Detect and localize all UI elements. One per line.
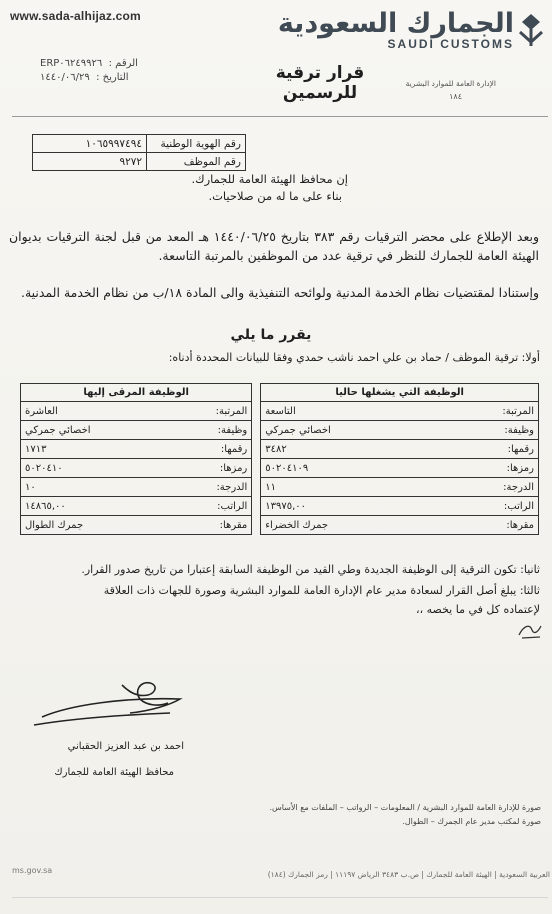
- footer-address: العربية السعودية | الهيئة العامة للجمارك | ص.ب ٣٤٨٣ الرياض ١١١٩٧ | رمز الجمارك (١٨٤): [267, 870, 550, 879]
- table-row: [21, 440, 539, 459]
- current-rank-label: المرتبة:: [502, 405, 534, 417]
- new-number-label: رقمها:: [220, 443, 248, 455]
- current-salary-value: ١٣٩٧٥,٠٠: [265, 500, 307, 512]
- new-position-header: الوظيفة المرقى إليها: [21, 384, 252, 402]
- clause-third-continuation: لإعتماده كل في ما يخصه ،،: [416, 603, 540, 616]
- id-value: ١٠٦٥٩٩٧٤٩٤: [33, 135, 147, 153]
- current-rank-value: التاسعة: [265, 405, 296, 417]
- current-number-label: رقمها:: [507, 443, 534, 455]
- addressee-line: إن محافظ الهيئة العامة للجمارك.: [191, 172, 348, 186]
- current-location-value: جمرك الخضراء: [265, 519, 329, 531]
- new-salary-label: الراتب:: [217, 500, 248, 512]
- current-location-label: مقرها:: [506, 519, 534, 531]
- footer-url: ms.gov.sa: [12, 866, 53, 875]
- table-row: [33, 153, 246, 171]
- promotion-table: [20, 383, 539, 535]
- signatory-title: محافظ الهيئة العامة للجمارك: [54, 767, 174, 778]
- current-code-value: ٥٠٢٠٤١٠٩: [265, 462, 309, 474]
- new-rank-value: العاشرة: [25, 405, 58, 417]
- reference-number: الرقم : ERP٠٦٢٤٩٩٢٦: [40, 58, 138, 69]
- copy-to-hr: صورة للإدارة العامة للموارد البشرية / المعلومات – الرواتب – الملفات مع الأساس.: [269, 803, 541, 812]
- current-code-label: رمزها:: [506, 462, 534, 474]
- new-code-label: رمزها:: [219, 462, 248, 474]
- initials-mark: [516, 620, 544, 642]
- new-rank-label: المرتبة:: [215, 405, 248, 417]
- new-location-value: جمرك الطوال: [25, 519, 84, 531]
- clause-first: أولا: ترقية الموظف / حماد بن علي احمد ناشب حمدي وفقا للبيانات المحددة أدناه:: [168, 351, 540, 364]
- copy-to-office: صورة لمكتب مدير عام الجمرك – الطوال.: [402, 817, 541, 826]
- new-grade-label: الدرجة:: [216, 481, 248, 493]
- department-name: الإدارة العامة للموارد البشرية: [405, 79, 496, 88]
- new-job-label: وظيفة:: [217, 424, 248, 436]
- reference-date: التاريخ : ١٤٤٠/٠٦/٢٩: [40, 72, 129, 83]
- current-job-value: اخصائي جمركي: [265, 424, 331, 436]
- department-code: ١٨٤: [449, 92, 462, 101]
- table-row: [33, 135, 246, 153]
- table-row: [21, 384, 539, 402]
- table-row: [21, 497, 539, 516]
- current-grade-value: ١١: [265, 481, 277, 493]
- authority-line: بناء على ما له من صلاحيات.: [208, 189, 342, 203]
- paragraph-review: وبعد الإطلاع على محضر الترقيات رقم ٣٨٣ بتاريخ ١٤٤٠/٠٦/٢٥ هـ المعد من قبل لجنة الترقيات بديوان الهيئة العامة للجمارك للنظر في ترقية عدد من الموظفين بالمرتبة التاسعة.: [9, 229, 539, 263]
- new-number-value: ١٧١٣: [25, 443, 47, 455]
- current-grade-label: الدرجة:: [503, 481, 534, 493]
- new-salary-value: ١٤٨٦٥,٠٠: [25, 500, 66, 512]
- new-code-value: ٥٠٢٠٤١٠: [25, 462, 63, 474]
- current-job-label: وظيفة:: [504, 424, 534, 436]
- table-row: [21, 421, 539, 440]
- signatory-name: احمد بن عبد العزيز الحقباني: [67, 741, 184, 752]
- logo-english-text: SAUDI CUSTOMS: [387, 37, 514, 51]
- id-label: رقم الهوية الوطنية: [147, 135, 246, 153]
- signature-image: [30, 675, 190, 735]
- clause-second: ثانيا: تكون الترقية إلى الوظيفة الجديدة وطي القيد من الوظيفة السابقة إعتبارا من تاريخ صدور القرار.: [81, 563, 540, 576]
- new-grade-value: ١٠: [25, 481, 36, 493]
- table-row: [21, 402, 539, 421]
- current-number-value: ٣٤٨٢: [265, 443, 287, 455]
- document-title: قرار ترقية للرسمين: [275, 63, 365, 103]
- employee-number-value: ٩٢٧٢: [33, 153, 147, 171]
- clause-third: ثالثا: يبلغ أصل القرار لسعادة مدير عام الإدارة العامة للموارد البشرية وصورة للجهات ذات العلاقة: [103, 584, 540, 597]
- watermark-url: www.sada-alhijaz.com: [10, 9, 141, 23]
- logo-arabic-text: الجمارك السعودية: [277, 8, 514, 39]
- customs-logo-icon: [516, 12, 546, 48]
- paragraph-basis: وإستنادا لمقتضيات نظام الخدمة المدنية ولوائحه التنفيذية والى المادة ١٨/ب من نظام الخدمة المدنية.: [20, 285, 539, 300]
- new-job-value: اخصائي جمركي: [25, 424, 91, 436]
- header-divider: [12, 116, 548, 117]
- table-row: [21, 478, 539, 497]
- employee-number-label: رقم الموظف: [147, 153, 246, 171]
- table-row: [21, 516, 539, 535]
- current-position-header: الوظيفة التي يشغلها حاليا: [261, 384, 539, 402]
- employee-id-table: [32, 134, 246, 171]
- new-location-label: مقرها:: [219, 519, 248, 531]
- footer-divider: [12, 897, 548, 898]
- table-row: [21, 459, 539, 478]
- decree-heading: يقرر ما يلي: [230, 327, 312, 343]
- current-salary-label: الراتب:: [503, 500, 534, 512]
